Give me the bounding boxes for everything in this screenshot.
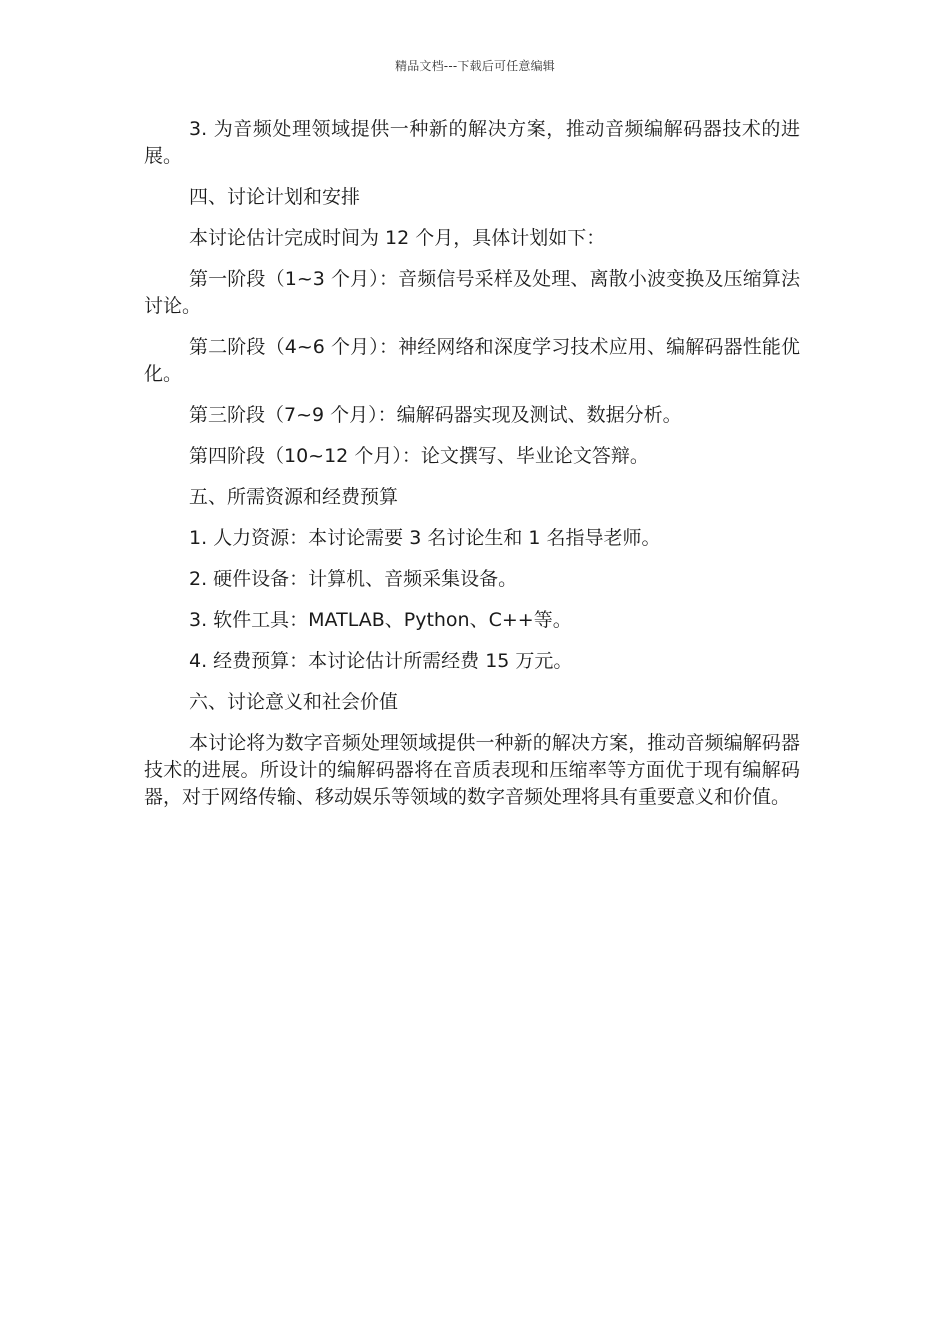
paragraph-phase-2: 第二阶段（4~6 个月）：神经网络和深度学习技术应用、编解码器性能优化。 (144, 336, 800, 385)
paragraph-phase-3: 第三阶段（7~9 个月）：编解码器实现及测试、数据分析。 (189, 404, 682, 426)
paragraph-resource-1: 1. 人力资源：本讨论需要 3 名讨论生和 1 名指导老师。 (189, 527, 661, 549)
paragraph-phase-4: 第四阶段（10~12 个月）：论文撰写、毕业论文答辩。 (189, 445, 649, 467)
paragraph-plan-intro: 本讨论估计完成时间为 12 个月，具体计划如下： (189, 227, 606, 249)
paragraph-resource-3: 3. 软件工具：MATLAB、Python、C++等。 (189, 609, 572, 631)
section-heading-plan: 四、讨论计划和安排 (189, 186, 361, 208)
section-heading-resources: 五、所需资源和经费预算 (189, 486, 399, 508)
paragraph-resource-2: 2. 硬件设备：计算机、音频采集设备。 (189, 568, 518, 590)
paragraph-resource-4: 4. 经费预算：本讨论估计所需经费 15 万元。 (189, 650, 573, 672)
page-header: 精品文档---下载后可任意编辑 (395, 59, 555, 73)
paragraph-goal-3: 3. 为音频处理领域提供一种新的解决方案，推动音频编解码器技术的进展。 (144, 118, 800, 167)
paragraph-significance: 本讨论将为数字音频处理领域提供一种新的解决方案，推动音频编解码器技术的进展。所设计的编解码器将在音质表现和压缩率等方面优于现有编解码器，对于网络传输、移动娱乐等领域的数字音频处理将具有重要意义和价值。 (144, 732, 800, 808)
document-body (144, 116, 800, 825)
paragraph-phase-1: 第一阶段（1~3 个月）：音频信号采样及处理、离散小波变换及压缩算法讨论。 (144, 268, 800, 317)
section-heading-significance: 六、讨论意义和社会价值 (189, 691, 399, 713)
